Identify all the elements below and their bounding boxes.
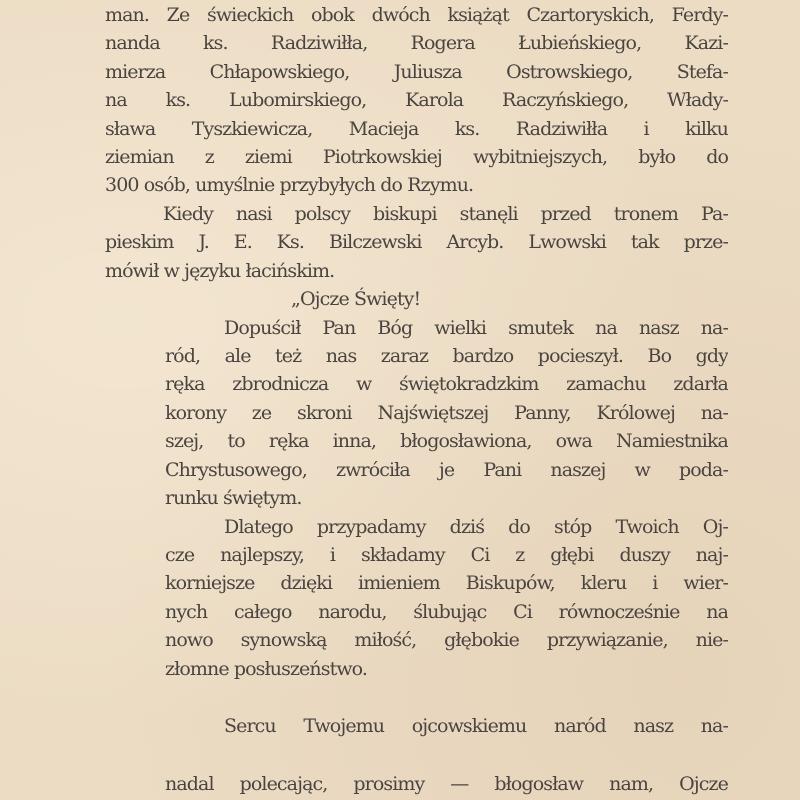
text-line: pieskim J. E. Ks. Bilczewski Arcyb. Lwowski tak prze- bbox=[105, 231, 728, 253]
text-line: na ks. Lubomirskiego, Karola Raczyńskiego, Włady- bbox=[105, 89, 728, 111]
speech-heading: „Ojcze Święty! bbox=[291, 288, 421, 310]
text-line: korniejsze dzięki imieniem Biskupów, kleru i wier- bbox=[165, 572, 728, 594]
text-line: ród, ale też nas zaraz bardzo pocieszył. Bo gdy bbox=[165, 345, 728, 367]
text-line: 300 osób, umyślnie przybyłych do Rzymu. bbox=[105, 174, 474, 196]
text-line: nadal polecając, prosimy — błogosław nam, Ojcze bbox=[165, 773, 728, 795]
text-line: szej, to ręka inna, błogosławiona, owa Namiestnika bbox=[165, 430, 728, 452]
text-line: ziemian z ziemi Piotrkowskiej wybitniejszych, było do bbox=[105, 146, 728, 168]
text-line: korony ze skroni Najświętszej Panny, Królowej na- bbox=[165, 402, 728, 424]
text-line: nanda ks. Radziwiłła, Rogera Łubieńskiego, Kazi- bbox=[105, 32, 728, 54]
text-line: nych całego narodu, ślubując Ci równocześnie na bbox=[165, 601, 728, 623]
text-line: Kiedy nasi polscy biskupi stanęli przed tronem Pa- bbox=[163, 203, 728, 225]
text-line: mierza Chłapowskiego, Juliusza Ostrowskiego, Stefa- bbox=[105, 61, 728, 83]
text-line: Chrystusowego, zwróciła je Pani naszej w poda- bbox=[165, 459, 728, 481]
text-line: runku świętym. bbox=[165, 487, 302, 509]
text-line: man. Ze świeckich obok dwóch książąt Czartoryskich, Ferdy- bbox=[105, 4, 728, 26]
text-line: nowo synowską miłość, głębokie przywiązanie, nie- bbox=[165, 629, 728, 651]
text-line: sława Tyszkiewicza, Macieja ks. Radziwiłła i kilku bbox=[105, 118, 728, 140]
text-line: złomne posłuszeństwo. bbox=[165, 658, 368, 680]
text-line: cze najlepszy, i składamy Ci z głębi duszy naj- bbox=[165, 544, 728, 566]
text-line: ręka zbrodnicza w świętokradzkim zamachu zdarła bbox=[165, 373, 728, 395]
text-line: mówił w języku łacińskim. bbox=[105, 260, 335, 282]
text-line: Dlatego przypadamy dziś do stóp Twoich Oj- bbox=[224, 516, 728, 538]
text-line: Sercu Twojemu ojcowskiemu naród nasz na- bbox=[224, 715, 728, 737]
text-line: Dopuścił Pan Bóg wielki smutek na nasz na- bbox=[224, 317, 728, 339]
